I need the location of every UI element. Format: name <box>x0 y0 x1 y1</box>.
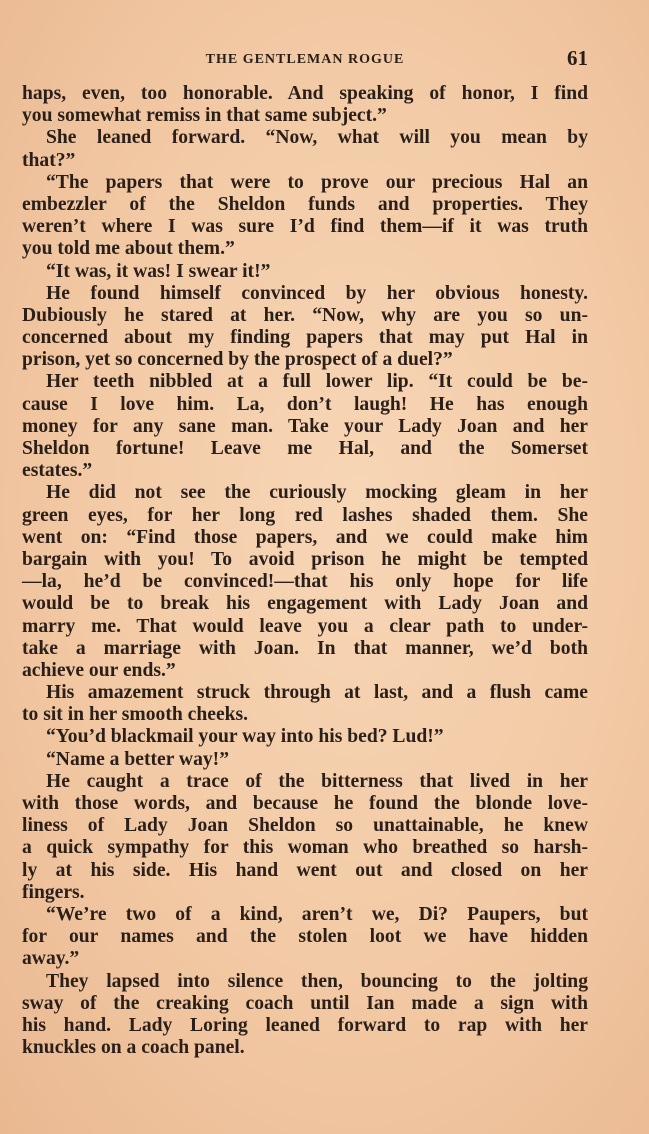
text-line: —la, he’d be convinced!—that his only hope for life <box>22 571 588 593</box>
text-line: bargain with you! To avoid prison he might be tempted <box>22 548 588 570</box>
text-line: sway of the creaking coach until Ian made a sign with <box>22 992 588 1014</box>
text-line: knuckles on a coach panel. <box>22 1037 245 1059</box>
text-line: achieve our ends.” <box>22 659 176 681</box>
text-line: weren’t where I was sure I’d find them—if it was truth <box>22 216 588 238</box>
text-line: would be to break his engagement with Lady Joan and <box>22 593 588 615</box>
text-line: to sit in her smooth cheeks. <box>22 704 249 726</box>
text-line: green eyes, for her long red lashes shaded them. She <box>22 504 588 526</box>
text-line: She leaned forward. “Now, what will you mean by <box>46 127 588 149</box>
text-line: estates.” <box>22 460 93 482</box>
text-line: away.” <box>22 948 80 970</box>
body-text <box>22 83 588 1059</box>
text-line: “We’re two of a kind, aren’t we, Di? Paupers, but <box>46 903 588 925</box>
text-line: ly at his side. His hand went out and closed on her <box>22 859 588 881</box>
text-line: cause I love him. La, don’t laugh! He has enough <box>22 393 588 415</box>
running-header <box>22 44 588 74</box>
text-line: with those words, and because he found the blonde love- <box>22 793 588 814</box>
text-line: Sheldon fortune! Leave me Hal, and the Somerset <box>22 438 588 459</box>
text-line: money for any sane man. Take your Lady Joan and her <box>22 415 588 437</box>
text-line: “It was, it was! I swear it!” <box>46 260 271 282</box>
text-line: “You’d blackmail your way into his bed? Lud!” <box>46 726 444 748</box>
text-line: for our names and the stolen loot we have hidden <box>22 926 588 948</box>
running-title: THE GENTLEMAN ROGUE <box>205 52 405 67</box>
text-line: liness of Lady Joan Sheldon so unattainable, he knew <box>22 815 588 837</box>
text-line: that?” <box>22 149 76 171</box>
text-line: take a marriage with Joan. In that manner, we’d both <box>22 637 588 659</box>
text-line: He did not see the curiously mocking gleam in her <box>46 482 588 504</box>
page-number: 61 <box>567 46 588 70</box>
text-line: “The papers that were to prove our precious Hal an <box>46 171 588 193</box>
text-line: Her teeth nibbled at a full lower lip. “It could be be- <box>46 371 588 393</box>
text-line: “Name a better way!” <box>46 748 230 770</box>
text-line: a quick sympathy for this woman who breathed so harsh- <box>22 837 588 859</box>
text-line: fingers. <box>22 881 85 903</box>
text-line: you somewhat remiss in that same subject.” <box>22 105 387 127</box>
text-line: concerned about my finding papers that may put Hal in <box>22 327 588 349</box>
text-line: Dubiously he stared at her. “Now, why are you so un- <box>22 304 588 326</box>
text-line: embezzler of the Sheldon funds and properties. They <box>22 193 588 215</box>
text-line: He found himself convinced by her obvious honesty. <box>46 282 588 304</box>
text-line: haps, even, too honorable. And speaking of honor, I find <box>22 83 588 104</box>
text-line: His amazement struck through at last, and a flush came <box>46 682 588 704</box>
text-line: you told me about them.” <box>22 238 235 260</box>
text-line: He caught a trace of the bitterness that lived in her <box>46 770 588 792</box>
text-line: prison, yet so concerned by the prospect of a duel?” <box>22 349 453 371</box>
text-line: his hand. Lady Loring leaned forward to rap with her <box>22 1014 588 1036</box>
text-line: They lapsed into silence then, bouncing to the jolting <box>46 970 588 992</box>
text-line: marry me. That would leave you a clear path to under- <box>22 615 588 637</box>
text-line: went on: “Find those papers, and we could make him <box>22 526 588 548</box>
